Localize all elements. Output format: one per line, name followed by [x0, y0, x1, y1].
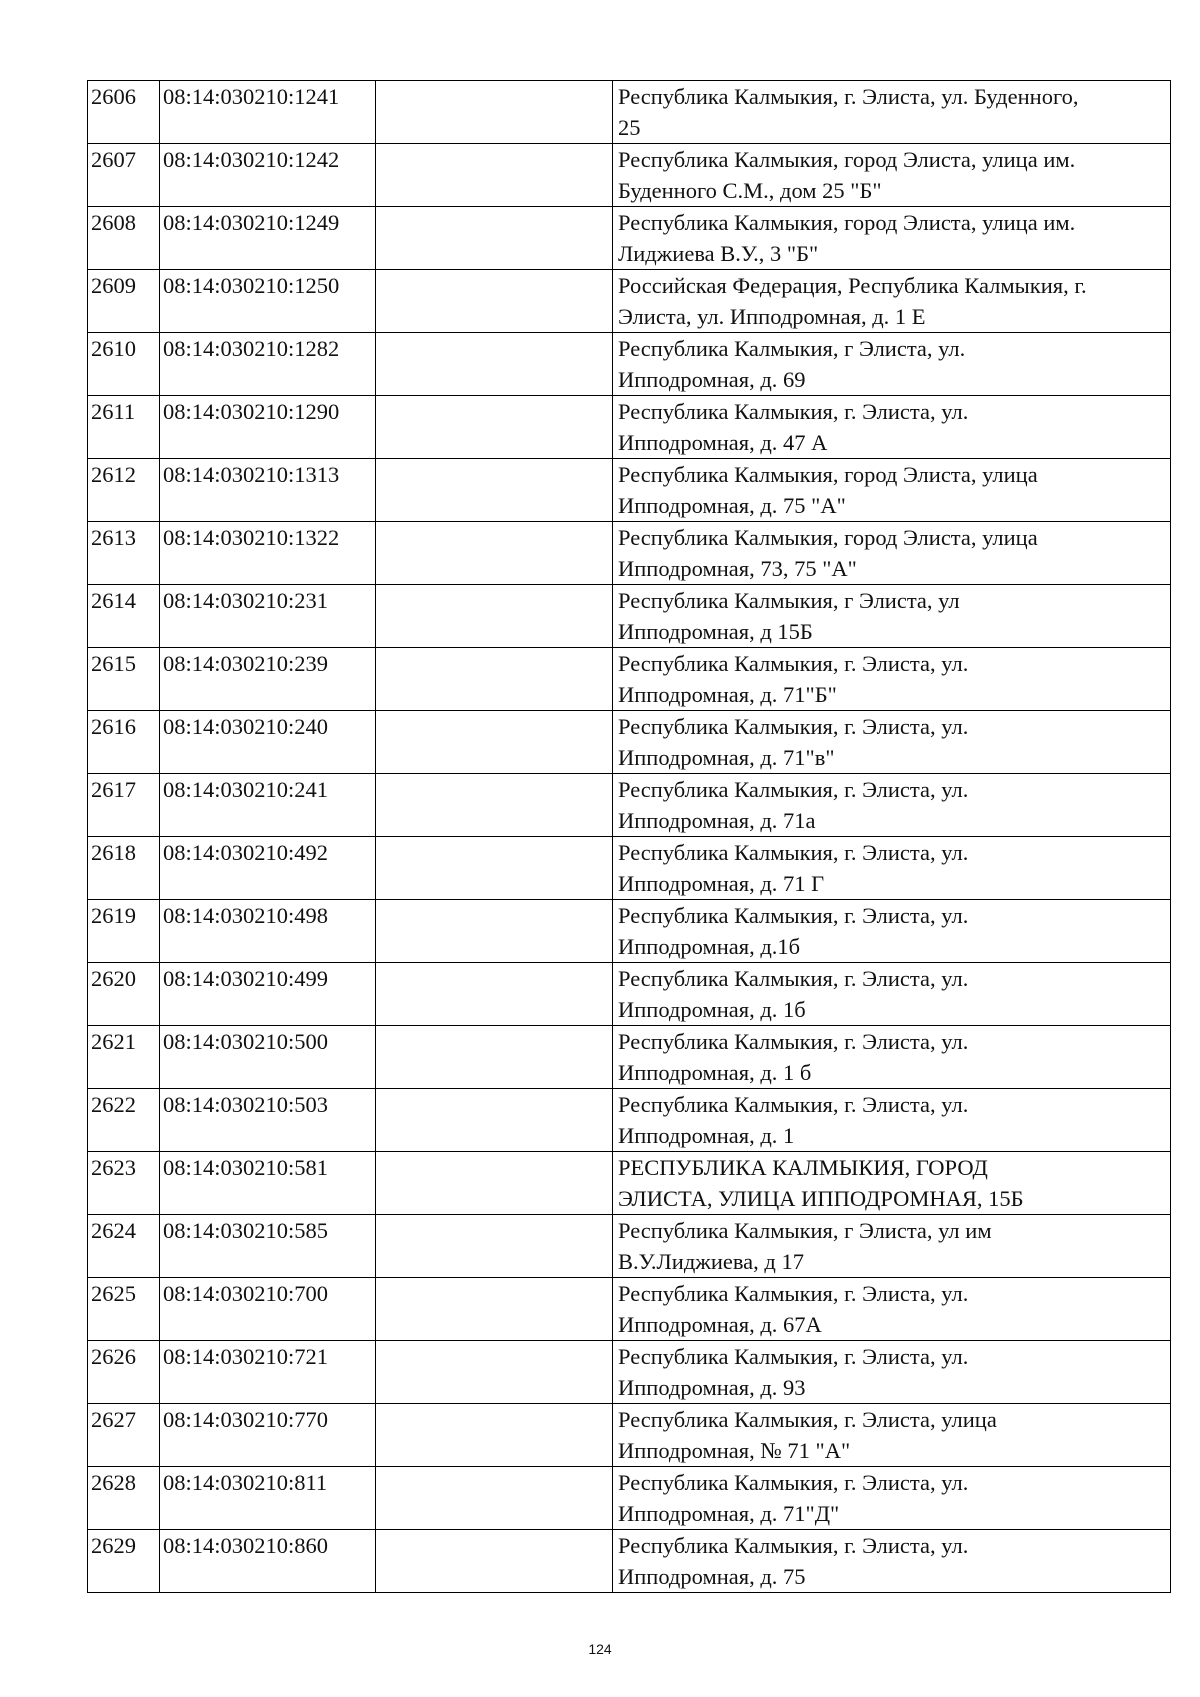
address-cell: [613, 1089, 1171, 1152]
address-cell: [613, 1530, 1171, 1593]
address-cell: [613, 1467, 1171, 1530]
table-row: [88, 144, 1171, 207]
address-line-2: Ипподромная, 73, 75 "А": [618, 556, 857, 581]
address-line-2: ЭЛИСТА, УЛИЦА ИППОДРОМНАЯ, 15Б: [618, 1186, 1024, 1211]
address-line-1: Республика Калмыкия, г Элиста, ул.: [618, 336, 966, 361]
address-line-1: Республика Калмыкия, г. Элиста, ул.: [618, 903, 969, 928]
empty-cell: [376, 1278, 613, 1341]
cadastral-number-cell: 08:14:030210:1241: [160, 81, 376, 144]
cadastral-number-cell: 08:14:030210:860: [160, 1530, 376, 1593]
empty-cell: [376, 648, 613, 711]
table-row: [88, 774, 1171, 837]
empty-cell: [376, 396, 613, 459]
address-cell: [613, 459, 1171, 522]
registry-table-body: [88, 81, 1171, 1593]
table-row: [88, 1404, 1171, 1467]
empty-cell: [376, 837, 613, 900]
row-number-cell: 2626: [88, 1341, 160, 1404]
address-cell: [613, 774, 1171, 837]
table-row: [88, 1467, 1171, 1530]
table-row: [88, 837, 1171, 900]
cadastral-number-cell: 08:14:030210:585: [160, 1215, 376, 1278]
cadastral-number-cell: 08:14:030210:231: [160, 585, 376, 648]
address-cell: [613, 648, 1171, 711]
cadastral-number-cell: 08:14:030210:1242: [160, 144, 376, 207]
cadastral-number-cell: 08:14:030210:241: [160, 774, 376, 837]
address-line-2: Ипподромная, д. 1б: [618, 997, 806, 1022]
row-number-cell: 2611: [88, 396, 160, 459]
address-line-1: Республика Калмыкия, город Элиста, улица им.: [618, 147, 1076, 172]
address-cell: [613, 711, 1171, 774]
address-line-2: Ипподромная, д. 71а: [618, 808, 816, 833]
table-row: [88, 1026, 1171, 1089]
address-line-2: В.У.Лиджиева, д 17: [618, 1249, 804, 1274]
table-row: [88, 711, 1171, 774]
address-line-2: Ипподромная, д. 1: [618, 1123, 795, 1148]
page-number: 124: [588, 1641, 612, 1657]
address-cell: [613, 900, 1171, 963]
empty-cell: [376, 207, 613, 270]
empty-cell: [376, 1215, 613, 1278]
row-number-cell: 2619: [88, 900, 160, 963]
address-line-2: Ипподромная, д. 93: [618, 1375, 806, 1400]
cadastral-number-cell: 08:14:030210:811: [160, 1467, 376, 1530]
row-number-cell: 2614: [88, 585, 160, 648]
table-row: [88, 459, 1171, 522]
empty-cell: [376, 1467, 613, 1530]
address-line-1: Российская Федерация, Республика Калмыкия, г.: [618, 273, 1087, 298]
cadastral-number-cell: 08:14:030210:1313: [160, 459, 376, 522]
address-line-2: Лиджиева В.У., 3 "Б": [618, 241, 819, 266]
address-cell: [613, 1026, 1171, 1089]
address-line-1: Республика Калмыкия, г. Элиста, ул.: [618, 1344, 969, 1369]
address-line-1: Республика Калмыкия, город Элиста, улица: [618, 525, 1038, 550]
cadastral-number-cell: 08:14:030210:1282: [160, 333, 376, 396]
address-line-1: Республика Калмыкия, г. Элиста, ул.: [618, 1470, 969, 1495]
cadastral-number-cell: 08:14:030210:499: [160, 963, 376, 1026]
empty-cell: [376, 1530, 613, 1593]
row-number-cell: 2618: [88, 837, 160, 900]
table-row: [88, 1278, 1171, 1341]
address-cell: [613, 333, 1171, 396]
cadastral-number-cell: 08:14:030210:700: [160, 1278, 376, 1341]
address-cell: [613, 1278, 1171, 1341]
cadastral-number-cell: 08:14:030210:1249: [160, 207, 376, 270]
address-line-1: РЕСПУБЛИКА КАЛМЫКИЯ, ГОРОД: [618, 1155, 988, 1180]
row-number-cell: 2612: [88, 459, 160, 522]
row-number-cell: 2606: [88, 81, 160, 144]
empty-cell: [376, 1089, 613, 1152]
empty-cell: [376, 900, 613, 963]
table-row: [88, 1341, 1171, 1404]
row-number-cell: 2628: [88, 1467, 160, 1530]
address-cell: [613, 1341, 1171, 1404]
cadastral-number-cell: 08:14:030210:239: [160, 648, 376, 711]
table-row: [88, 648, 1171, 711]
row-number-cell: 2627: [88, 1404, 160, 1467]
cadastral-number-cell: 08:14:030210:240: [160, 711, 376, 774]
address-cell: [613, 1404, 1171, 1467]
address-line-1: Республика Калмыкия, г. Элиста, ул.: [618, 1533, 969, 1558]
address-line-2: Ипподромная, д.1б: [618, 934, 801, 959]
empty-cell: [376, 459, 613, 522]
empty-cell: [376, 1404, 613, 1467]
table-row: [88, 522, 1171, 585]
table-row: [88, 270, 1171, 333]
cadastral-number-cell: 08:14:030210:498: [160, 900, 376, 963]
address-line-2: Элиста, ул. Ипподромная, д. 1 Е: [618, 304, 926, 329]
address-cell: [613, 837, 1171, 900]
row-number-cell: 2615: [88, 648, 160, 711]
row-number-cell: 2622: [88, 1089, 160, 1152]
table-row: [88, 1215, 1171, 1278]
empty-cell: [376, 81, 613, 144]
table-row: [88, 1530, 1171, 1593]
empty-cell: [376, 963, 613, 1026]
row-number-cell: 2624: [88, 1215, 160, 1278]
row-number-cell: 2608: [88, 207, 160, 270]
address-line-2: Ипподромная, д. 71"в": [618, 745, 835, 770]
address-line-1: Республика Калмыкия, г. Элиста, ул.: [618, 399, 969, 424]
table-row: [88, 963, 1171, 1026]
row-number-cell: 2617: [88, 774, 160, 837]
address-cell: [613, 1215, 1171, 1278]
empty-cell: [376, 1341, 613, 1404]
address-line-1: Республика Калмыкия, г. Элиста, ул.: [618, 714, 969, 739]
address-line-1: Республика Калмыкия, г. Элиста, ул.: [618, 651, 969, 676]
cadastral-number-cell: 08:14:030210:721: [160, 1341, 376, 1404]
address-line-2: Ипподромная, д. 69: [618, 367, 806, 392]
cadastral-number-cell: 08:14:030210:1290: [160, 396, 376, 459]
row-number-cell: 2623: [88, 1152, 160, 1215]
address-cell: [613, 207, 1171, 270]
address-line-2: Ипподромная, № 71 "А": [618, 1438, 851, 1463]
address-line-2: Ипподромная, д 15Б: [618, 619, 813, 644]
address-cell: [613, 81, 1171, 144]
address-cell: [613, 522, 1171, 585]
row-number-cell: 2609: [88, 270, 160, 333]
row-number-cell: 2620: [88, 963, 160, 1026]
empty-cell: [376, 144, 613, 207]
empty-cell: [376, 711, 613, 774]
address-line-1: Республика Калмыкия, г Элиста, ул: [618, 588, 960, 613]
address-line-1: Республика Калмыкия, г. Элиста, ул.: [618, 840, 969, 865]
cadastral-number-cell: 08:14:030210:770: [160, 1404, 376, 1467]
row-number-cell: 2613: [88, 522, 160, 585]
address-line-2: 25: [618, 115, 641, 140]
empty-cell: [376, 774, 613, 837]
empty-cell: [376, 1152, 613, 1215]
cadastral-number-cell: 08:14:030210:503: [160, 1089, 376, 1152]
row-number-cell: 2629: [88, 1530, 160, 1593]
table-row: [88, 333, 1171, 396]
empty-cell: [376, 585, 613, 648]
empty-cell: [376, 522, 613, 585]
empty-cell: [376, 270, 613, 333]
empty-cell: [376, 333, 613, 396]
table-row: [88, 585, 1171, 648]
address-line-1: Республика Калмыкия, г. Элиста, ул.: [618, 966, 969, 991]
row-number-cell: 2616: [88, 711, 160, 774]
empty-cell: [376, 1026, 613, 1089]
address-line-1: Республика Калмыкия, г. Элиста, ул.: [618, 1029, 969, 1054]
table-row: [88, 396, 1171, 459]
cadastral-number-cell: 08:14:030210:581: [160, 1152, 376, 1215]
registry-table: [87, 80, 1171, 1593]
table-row: [88, 1089, 1171, 1152]
table-row: [88, 900, 1171, 963]
row-number-cell: 2607: [88, 144, 160, 207]
address-line-1: Республика Калмыкия, г. Элиста, ул.: [618, 777, 969, 802]
address-cell: [613, 1152, 1171, 1215]
row-number-cell: 2625: [88, 1278, 160, 1341]
address-line-2: Ипподромная, д. 75: [618, 1564, 806, 1589]
table-row: [88, 1152, 1171, 1215]
address-line-2: Ипподромная, д. 1 б: [618, 1060, 812, 1085]
address-line-1: Республика Калмыкия, г. Элиста, ул.: [618, 1281, 969, 1306]
row-number-cell: 2610: [88, 333, 160, 396]
address-line-2: Ипподромная, д. 75 "А": [618, 493, 846, 518]
address-line-2: Ипподромная, д. 71"Б": [618, 682, 837, 707]
address-line-2: Ипподромная, д. 71"Д": [618, 1501, 840, 1526]
address-cell: [613, 270, 1171, 333]
address-cell: [613, 396, 1171, 459]
table-row: [88, 207, 1171, 270]
address-line-2: Буденного С.М., дом 25 "Б": [618, 178, 882, 203]
address-line-1: Республика Калмыкия, город Элиста, улица: [618, 462, 1038, 487]
row-number-cell: 2621: [88, 1026, 160, 1089]
address-line-1: Республика Калмыкия, г. Элиста, ул.: [618, 1092, 969, 1117]
address-line-1: Республика Калмыкия, город Элиста, улица им.: [618, 210, 1076, 235]
address-line-1: Республика Калмыкия, г Элиста, ул им: [618, 1218, 992, 1243]
address-line-1: Республика Калмыкия, г. Элиста, ул. Буденного,: [618, 84, 1079, 109]
address-cell: [613, 144, 1171, 207]
address-line-2: Ипподромная, д. 67А: [618, 1312, 822, 1337]
cadastral-number-cell: 08:14:030210:1322: [160, 522, 376, 585]
address-line-2: Ипподромная, д. 47 А: [618, 430, 828, 455]
cadastral-number-cell: 08:14:030210:500: [160, 1026, 376, 1089]
address-line-2: Ипподромная, д. 71 Г: [618, 871, 825, 896]
table-row: [88, 81, 1171, 144]
address-line-1: Республика Калмыкия, г. Элиста, улица: [618, 1407, 997, 1432]
cadastral-number-cell: 08:14:030210:1250: [160, 270, 376, 333]
cadastral-number-cell: 08:14:030210:492: [160, 837, 376, 900]
address-cell: [613, 963, 1171, 1026]
address-cell: [613, 585, 1171, 648]
